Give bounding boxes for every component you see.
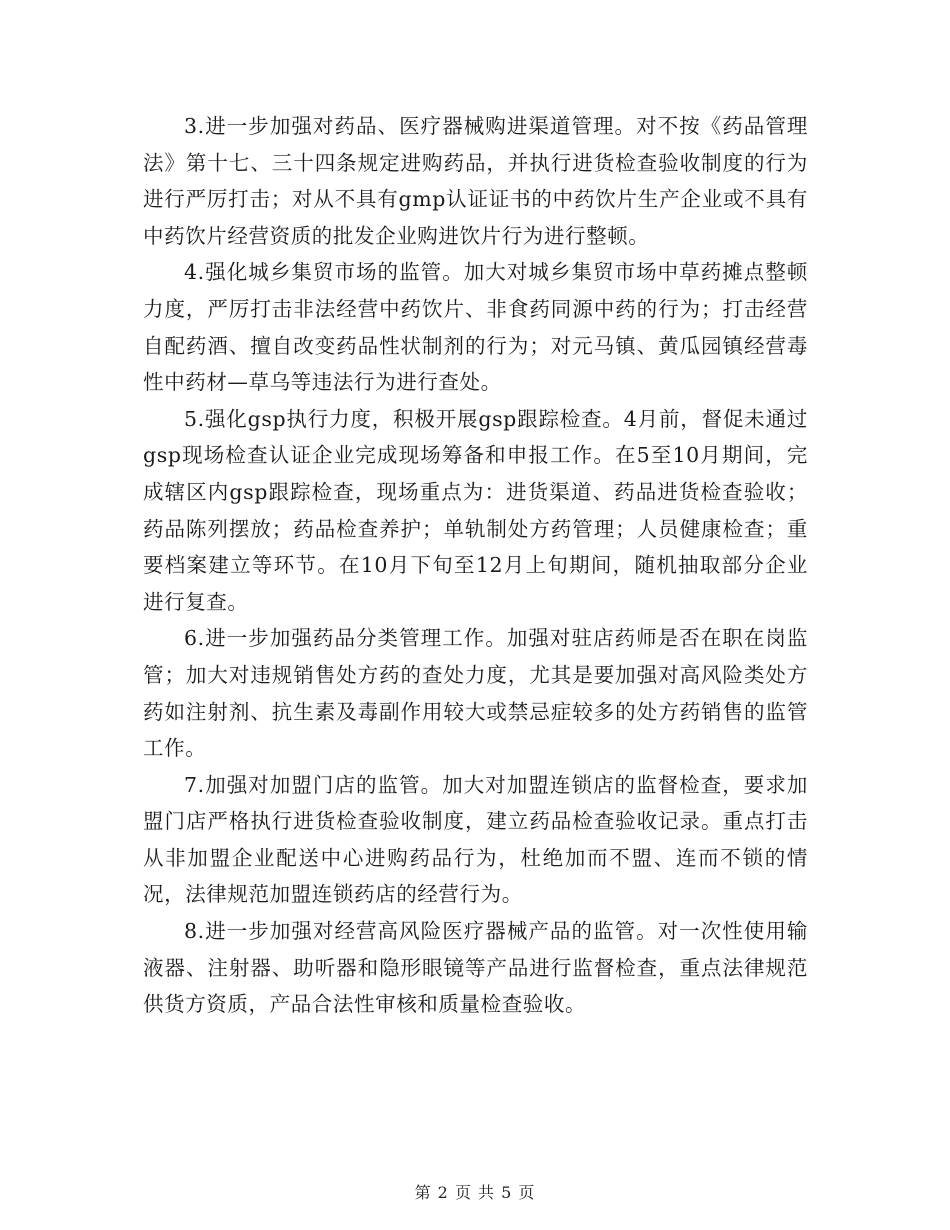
paragraph-item-5: 5.强化gsp执行力度，积极开展gsp跟踪检查。4月前，督促未通过gsp现场检查认证企业完成现场筹备和申报工作。在5至10月期间，完成辖区内gsp跟踪检查，现场重点为：进货渠道、药品进货检查验收；药品陈列摆放；药品检查养护；单轨制处方药管理；人员健康检查；重要档案建立等环节。在10月下旬至12月上旬期间，随机抽取部分企业进行复查。	[143, 406, 808, 614]
document-body	[143, 108, 808, 1023]
paragraph-item-6: 6.进一步加强药品分类管理工作。加强对驻店药师是否在职在岗监管；加大对违规销售处方药的查处力度，尤其是要加强对高风险类处方药如注射剂、抗生素及毒副作用较大或禁忌症较多的处方药销售的监管工作。	[143, 626, 808, 761]
page-footer-number: 第 2 页 共 5 页	[414, 1183, 536, 1202]
paragraph-item-4: 4.强化城乡集贸市场的监管。加大对城乡集贸市场中草药摊点整顿力度，严厉打击非法经营中药饮片、非食药同源中药的行为；打击经营自配药酒、擅自改变药品性状制剂的行为；对元马镇、黄瓜园镇经营毒性中药材—草乌等违法行为进行查处。	[143, 260, 808, 395]
paragraph-item-7: 7.加强对加盟门店的监管。加大对加盟连锁店的监督检查，要求加盟门店严格执行进货检查验收制度，建立药品检查验收记录。重点打击从非加盟企业配送中心进购药品行为，杜绝加而不盟、连而不锁的情况，法律规范加盟连锁药店的经营行为。	[143, 772, 808, 907]
paragraph-item-3: 3.进一步加强对药品、医疗器械购进渠道管理。对不按《药品管理法》第十七、三十四条规定进购药品，并执行进货检查验收制度的行为进行严厉打击；对从不具有gmp认证证书的中药饮片生产企业或不具有中药饮片经营资质的批发企业购进饮片行为进行整顿。	[143, 114, 808, 248]
paragraph-item-8: 8.进一步加强对经营高风险医疗器械产品的监管。对一次性使用输液器、注射器、助听器和隐形眼镜等产品进行监督检查，重点法律规范供货方资质，产品合法性审核和质量检查验收。	[143, 919, 808, 1017]
